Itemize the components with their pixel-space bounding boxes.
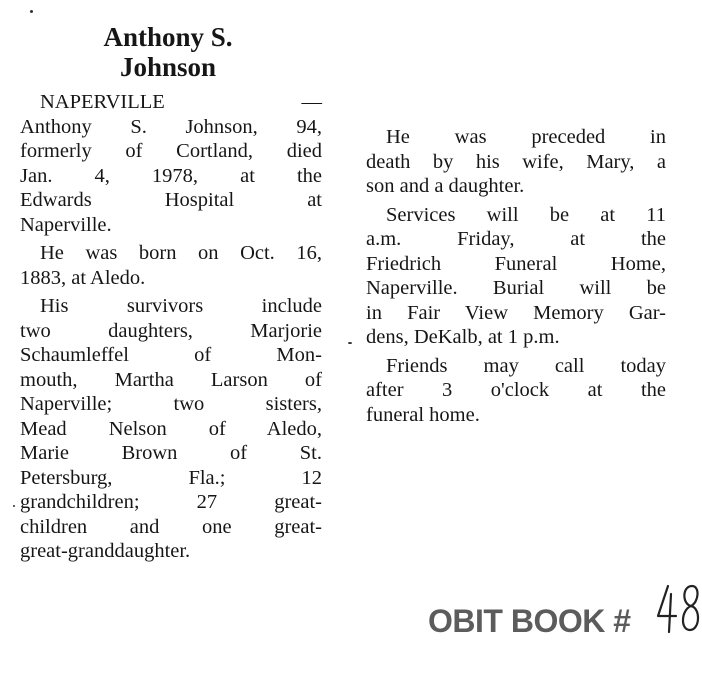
text-line: funeral home.: [366, 403, 480, 426]
text-line: Naperville; two sisters,: [20, 393, 322, 415]
text-line: death by his wife, Mary, a: [366, 150, 666, 173]
text-line: NAPERVILLE —: [40, 91, 322, 113]
text-line: Friends may call today: [386, 354, 666, 377]
text-line: after 3 o'clock at the: [366, 379, 666, 401]
text-line: He was born on Oct. 16,: [40, 242, 322, 264]
headline-line-2: Johnson: [119, 52, 217, 82]
paragraph: [366, 125, 666, 199]
text-line: Services will be at 11: [386, 203, 666, 226]
text-line: grandchildren; 27 great-: [20, 491, 322, 513]
text-line: Schaumleffel of Mon-: [20, 344, 322, 366]
text-line: Naperville.: [20, 213, 112, 236]
left-text-column: [20, 90, 322, 568]
text-line: Edwards Hospital at: [20, 189, 322, 211]
print-speck: [30, 10, 33, 13]
headline-line-1: Anthony S.: [103, 22, 233, 52]
text-line: in Fair View Memory Gar-: [366, 301, 666, 324]
text-line: son and a daughter.: [366, 175, 525, 197]
text-line: children and one great-: [20, 515, 322, 538]
text-line: Jan. 4, 1978, at the: [20, 164, 322, 187]
text-line: Mead Nelson of Aledo,: [20, 417, 322, 440]
print-speck: [13, 505, 15, 507]
paragraph: [20, 90, 322, 237]
text-line: Naperville. Burial will be: [366, 277, 666, 299]
paragraph: [20, 241, 322, 290]
text-line: formerly of Cortland, died: [20, 140, 322, 162]
paragraph: [20, 294, 322, 564]
paragraph: [366, 354, 666, 428]
print-speck: [348, 342, 352, 344]
right-text-column: [366, 125, 666, 431]
text-line: Anthony S. Johnson, 94,: [20, 115, 322, 138]
text-line: mouth, Martha Larson of: [20, 368, 322, 391]
obit-book-stamp: OBIT BOOK #: [428, 603, 631, 639]
text-line: Friedrich Funeral Home,: [366, 252, 666, 275]
obituary-headline: [18, 22, 318, 82]
text-line: two daughters, Marjorie: [20, 319, 322, 342]
text-line: great-granddaughter.: [20, 540, 191, 562]
paragraph: [366, 203, 666, 350]
text-line: 1883, at Aledo.: [20, 266, 146, 289]
text-line: Petersburg, Fla.; 12: [20, 466, 322, 489]
text-line: dens, DeKalb, at 1 p.m.: [366, 326, 560, 348]
handwritten-number-48: [654, 580, 702, 642]
text-line: His survivors include: [40, 295, 322, 317]
text-line: Marie Brown of St.: [20, 442, 322, 464]
text-line: He was preceded in: [386, 126, 666, 148]
text-line: a.m. Friday, at the: [366, 228, 666, 250]
